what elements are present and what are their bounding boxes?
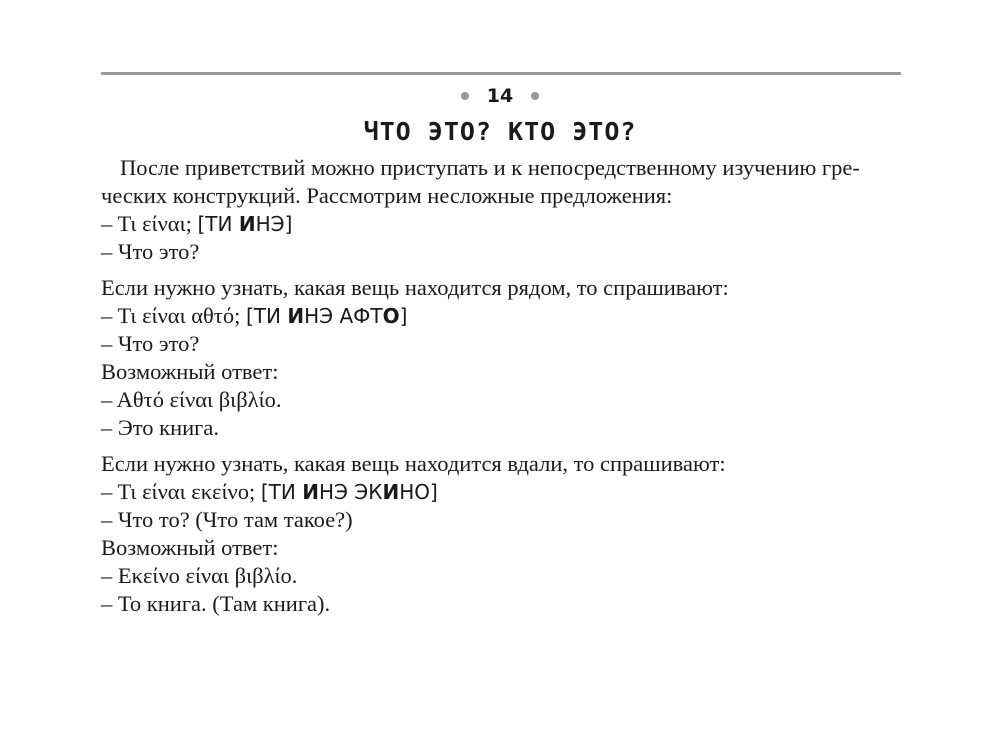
transcription-part: НЭ ЭК: [318, 480, 383, 504]
question-1-greek-line: [101, 210, 900, 238]
intro-paragraph-line-1: После приветствий можно приступать и к непосредственному изучению гре-: [120, 155, 860, 180]
intro-paragraph-line-2: ческих конструкций. Рассмотрим несложные предложения:: [101, 183, 673, 208]
answer-2-russian: – То книга. (Там книга).: [101, 591, 331, 616]
section-title: ЧТО ЭТО? КТО ЭТО?: [363, 117, 637, 146]
stressed-syllable: О: [382, 304, 400, 328]
question-2-transcription: [246, 304, 407, 328]
left-dot-ornament: [461, 92, 469, 100]
far-intro: Если нужно узнать, какая вещь находится вдали, то спрашивают:: [101, 451, 726, 476]
page-number-row: [0, 84, 1000, 108]
page-number: 14: [486, 85, 514, 107]
paragraph-gap: [120, 266, 900, 274]
question-2-greek: – Τι είναι αθτό;: [101, 303, 246, 328]
near-intro: Если нужно узнать, какая вещь находится рядом, то спрашивают:: [101, 275, 729, 300]
transcription-part: ]: [399, 304, 408, 328]
possible-answer-label-1: Возможный ответ:: [101, 359, 279, 384]
answer-2-greek: – Εκείνο είναι βιβλίο.: [101, 563, 298, 588]
stressed-syllable: И: [287, 304, 305, 328]
question-1-greek: – Τι είναι;: [101, 211, 198, 236]
transcription-part: НЭ АФТ: [304, 304, 383, 328]
question-2-greek-line: [101, 302, 900, 330]
transcription-part: НЭ]: [255, 212, 293, 236]
question-1-russian: – Что это?: [101, 239, 200, 264]
possible-answer-label-2: Возможный ответ:: [101, 535, 279, 560]
question-3-greek: – Τι είναι εκείνο;: [101, 479, 261, 504]
question-1-transcription: [198, 212, 293, 236]
header-rule: [101, 72, 901, 75]
transcription-part: [ТИ: [260, 480, 303, 504]
stressed-syllable: И: [382, 480, 400, 504]
paragraph-gap: [120, 442, 900, 450]
question-2-russian: – Что это?: [101, 331, 200, 356]
question-3-greek-line: [101, 478, 900, 506]
transcription-part: [ТИ: [245, 304, 288, 328]
stressed-syllable: И: [238, 212, 256, 236]
answer-1-russian: – Это книга.: [101, 415, 219, 440]
body-text: [101, 154, 900, 618]
right-dot-ornament: [531, 92, 539, 100]
stressed-syllable: И: [302, 480, 319, 504]
answer-1-greek: – Αθτό είναι βιβλίο.: [101, 387, 282, 412]
transcription-part: [ТИ: [197, 212, 239, 236]
question-3-russian: – Что то? (Что там такое?): [101, 507, 353, 532]
transcription-part: НО]: [399, 480, 438, 504]
question-3-transcription: [261, 480, 438, 504]
